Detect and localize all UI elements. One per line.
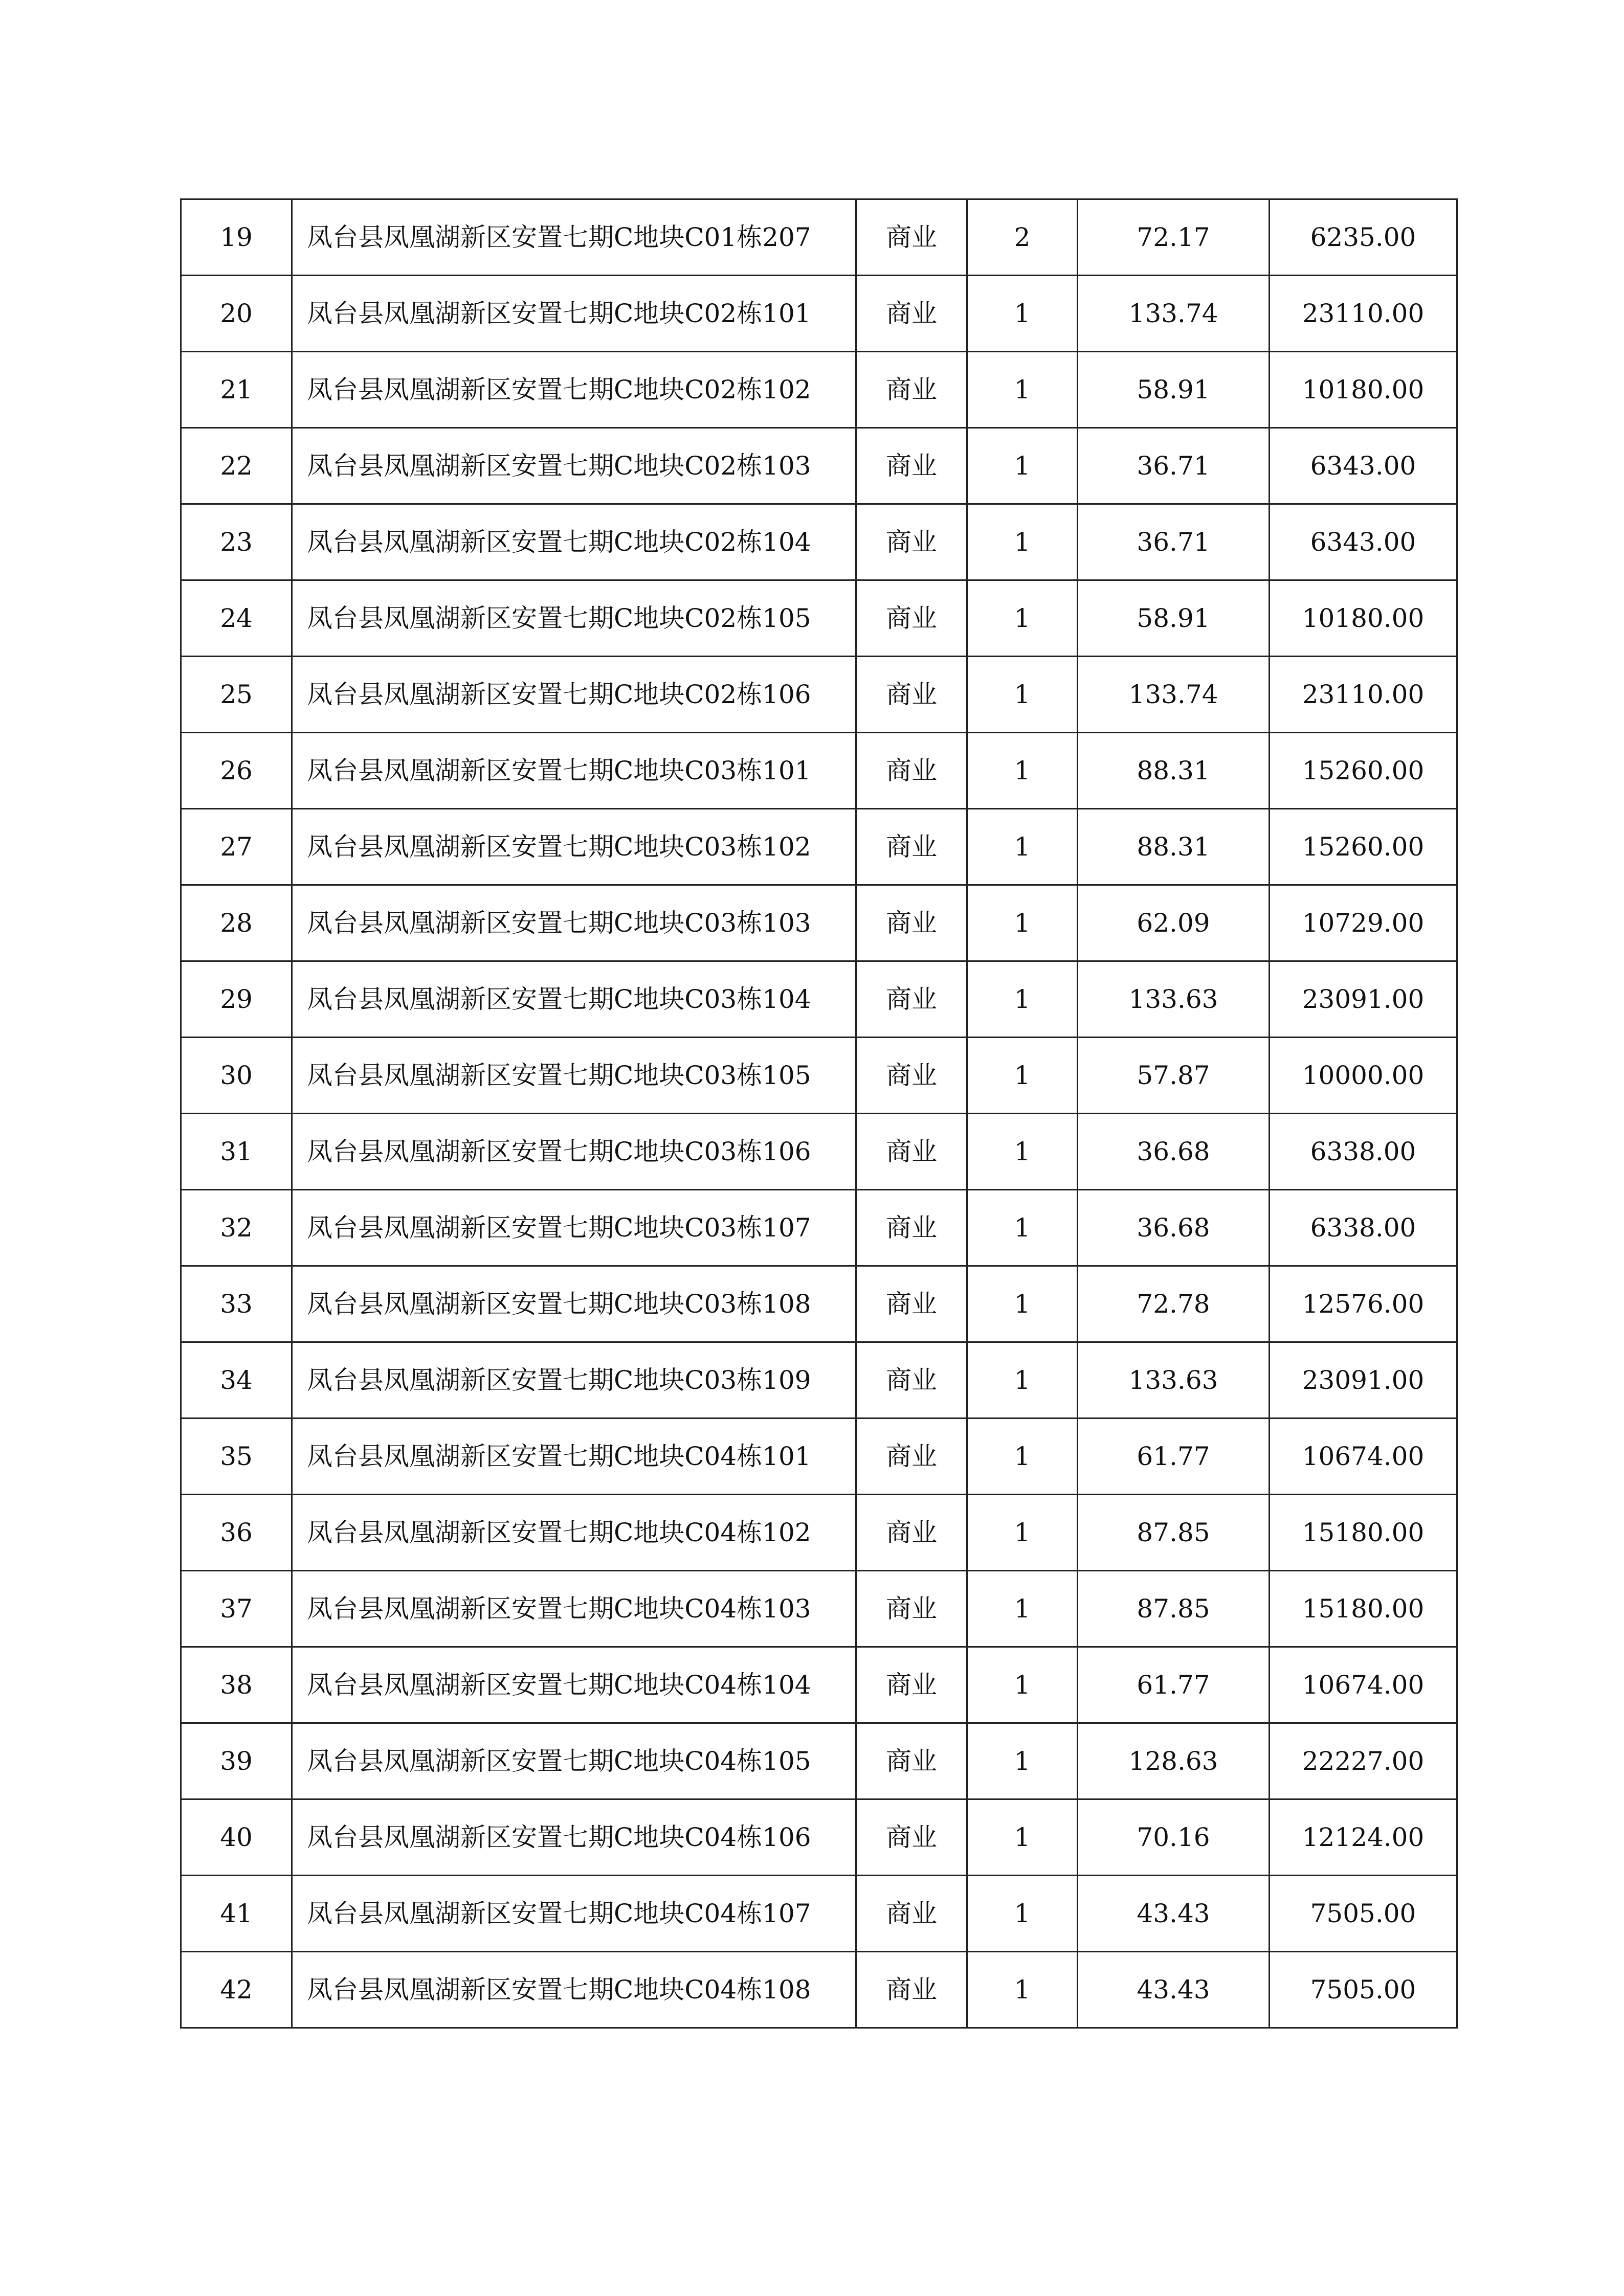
table-row — [181, 352, 1457, 428]
cell-floor: 1 — [967, 1647, 1078, 1723]
table-row — [181, 580, 1457, 657]
table-row — [181, 199, 1457, 276]
cell-seq: 34 — [181, 1342, 292, 1419]
cell-area: 133.74 — [1078, 276, 1270, 352]
cell-area: 87.85 — [1078, 1495, 1270, 1571]
cell-use: 商业 — [856, 504, 967, 580]
cell-seq: 31 — [181, 1114, 292, 1190]
cell-price: 15260.00 — [1270, 733, 1457, 809]
cell-use: 商业 — [856, 1419, 967, 1495]
cell-area: 72.17 — [1078, 199, 1270, 276]
cell-location: 凤台县凤凰湖新区安置七期C地块C04栋104 — [292, 1647, 856, 1723]
table-row — [181, 1495, 1457, 1571]
cell-use: 商业 — [856, 1952, 967, 2028]
table-row — [181, 276, 1457, 352]
cell-floor: 1 — [967, 1876, 1078, 1952]
cell-price: 10729.00 — [1270, 885, 1457, 961]
cell-use: 商业 — [856, 276, 967, 352]
table-row — [181, 657, 1457, 733]
cell-seq: 28 — [181, 885, 292, 961]
cell-location: 凤台县凤凰湖新区安置七期C地块C02栋101 — [292, 276, 856, 352]
cell-area: 70.16 — [1078, 1799, 1270, 1876]
cell-seq: 30 — [181, 1038, 292, 1114]
cell-price: 15260.00 — [1270, 809, 1457, 885]
cell-seq: 19 — [181, 199, 292, 276]
table-body — [181, 199, 1457, 2028]
table-row — [181, 885, 1457, 961]
cell-area: 128.63 — [1078, 1723, 1270, 1799]
cell-location: 凤台县凤凰湖新区安置七期C地块C03栋102 — [292, 809, 856, 885]
cell-seq: 32 — [181, 1190, 292, 1266]
cell-area: 72.78 — [1078, 1266, 1270, 1342]
cell-price: 6343.00 — [1270, 504, 1457, 580]
cell-seq: 21 — [181, 352, 292, 428]
cell-location: 凤台县凤凰湖新区安置七期C地块C04栋102 — [292, 1495, 856, 1571]
cell-location: 凤台县凤凰湖新区安置七期C地块C04栋108 — [292, 1952, 856, 2028]
cell-use: 商业 — [856, 199, 967, 276]
cell-area: 43.43 — [1078, 1952, 1270, 2028]
cell-use: 商业 — [856, 961, 967, 1038]
cell-floor: 2 — [967, 199, 1078, 276]
cell-price: 10180.00 — [1270, 352, 1457, 428]
table-row — [181, 504, 1457, 580]
table-row — [181, 1266, 1457, 1342]
table-row — [181, 428, 1457, 504]
property-table — [180, 198, 1458, 2029]
cell-price: 23091.00 — [1270, 961, 1457, 1038]
table-row — [181, 1419, 1457, 1495]
cell-use: 商业 — [856, 1190, 967, 1266]
cell-price: 10674.00 — [1270, 1647, 1457, 1723]
cell-seq: 26 — [181, 733, 292, 809]
cell-use: 商业 — [856, 580, 967, 657]
cell-location: 凤台县凤凰湖新区安置七期C地块C03栋107 — [292, 1190, 856, 1266]
cell-floor: 1 — [967, 276, 1078, 352]
cell-use: 商业 — [856, 1495, 967, 1571]
cell-seq: 40 — [181, 1799, 292, 1876]
cell-use: 商业 — [856, 1647, 967, 1723]
table-row — [181, 1876, 1457, 1952]
cell-price: 6338.00 — [1270, 1114, 1457, 1190]
cell-floor: 1 — [967, 961, 1078, 1038]
table-row — [181, 1571, 1457, 1647]
table-row — [181, 1114, 1457, 1190]
cell-location: 凤台县凤凰湖新区安置七期C地块C03栋108 — [292, 1266, 856, 1342]
cell-floor: 1 — [967, 1952, 1078, 2028]
cell-area: 36.71 — [1078, 428, 1270, 504]
cell-floor: 1 — [967, 428, 1078, 504]
cell-floor: 1 — [967, 1419, 1078, 1495]
cell-seq: 41 — [181, 1876, 292, 1952]
table-row — [181, 1342, 1457, 1419]
cell-floor: 1 — [967, 657, 1078, 733]
cell-seq: 27 — [181, 809, 292, 885]
cell-price: 6343.00 — [1270, 428, 1457, 504]
cell-location: 凤台县凤凰湖新区安置七期C地块C04栋105 — [292, 1723, 856, 1799]
cell-seq: 38 — [181, 1647, 292, 1723]
cell-location: 凤台县凤凰湖新区安置七期C地块C03栋109 — [292, 1342, 856, 1419]
cell-location: 凤台县凤凰湖新区安置七期C地块C03栋103 — [292, 885, 856, 961]
cell-floor: 1 — [967, 809, 1078, 885]
cell-price: 12124.00 — [1270, 1799, 1457, 1876]
cell-floor: 1 — [967, 885, 1078, 961]
table-row — [181, 1038, 1457, 1114]
cell-seq: 25 — [181, 657, 292, 733]
cell-use: 商业 — [856, 657, 967, 733]
cell-location: 凤台县凤凰湖新区安置七期C地块C02栋104 — [292, 504, 856, 580]
cell-price: 12576.00 — [1270, 1266, 1457, 1342]
cell-location: 凤台县凤凰湖新区安置七期C地块C01栋207 — [292, 199, 856, 276]
cell-floor: 1 — [967, 1799, 1078, 1876]
cell-floor: 1 — [967, 504, 1078, 580]
cell-floor: 1 — [967, 1723, 1078, 1799]
cell-price: 6338.00 — [1270, 1190, 1457, 1266]
cell-seq: 37 — [181, 1571, 292, 1647]
cell-use: 商业 — [856, 885, 967, 961]
cell-price: 23110.00 — [1270, 657, 1457, 733]
cell-floor: 1 — [967, 1342, 1078, 1419]
cell-price: 15180.00 — [1270, 1495, 1457, 1571]
cell-area: 36.68 — [1078, 1114, 1270, 1190]
table-row — [181, 961, 1457, 1038]
cell-area: 61.77 — [1078, 1647, 1270, 1723]
cell-seq: 29 — [181, 961, 292, 1038]
cell-floor: 1 — [967, 352, 1078, 428]
cell-location: 凤台县凤凰湖新区安置七期C地块C04栋101 — [292, 1419, 856, 1495]
cell-use: 商业 — [856, 809, 967, 885]
cell-use: 商业 — [856, 1342, 967, 1419]
cell-area: 43.43 — [1078, 1876, 1270, 1952]
cell-use: 商业 — [856, 428, 967, 504]
cell-use: 商业 — [856, 1266, 967, 1342]
table-row — [181, 1723, 1457, 1799]
cell-location: 凤台县凤凰湖新区安置七期C地块C02栋103 — [292, 428, 856, 504]
cell-area: 58.91 — [1078, 580, 1270, 657]
cell-use: 商业 — [856, 1723, 967, 1799]
cell-area: 87.85 — [1078, 1571, 1270, 1647]
cell-price: 23110.00 — [1270, 276, 1457, 352]
cell-location: 凤台县凤凰湖新区安置七期C地块C03栋101 — [292, 733, 856, 809]
cell-location: 凤台县凤凰湖新区安置七期C地块C03栋104 — [292, 961, 856, 1038]
table-row — [181, 1647, 1457, 1723]
cell-seq: 35 — [181, 1419, 292, 1495]
cell-floor: 1 — [967, 733, 1078, 809]
cell-seq: 24 — [181, 580, 292, 657]
cell-price: 10000.00 — [1270, 1038, 1457, 1114]
table-row — [181, 1190, 1457, 1266]
cell-seq: 33 — [181, 1266, 292, 1342]
cell-price: 15180.00 — [1270, 1571, 1457, 1647]
cell-area: 133.74 — [1078, 657, 1270, 733]
cell-location: 凤台县凤凰湖新区安置七期C地块C02栋105 — [292, 580, 856, 657]
cell-floor: 1 — [967, 1190, 1078, 1266]
cell-use: 商业 — [856, 1038, 967, 1114]
cell-use: 商业 — [856, 1114, 967, 1190]
cell-price: 10180.00 — [1270, 580, 1457, 657]
cell-area: 88.31 — [1078, 809, 1270, 885]
cell-use: 商业 — [856, 352, 967, 428]
cell-floor: 1 — [967, 1571, 1078, 1647]
table-row — [181, 733, 1457, 809]
cell-location: 凤台县凤凰湖新区安置七期C地块C02栋106 — [292, 657, 856, 733]
cell-area: 133.63 — [1078, 961, 1270, 1038]
cell-use: 商业 — [856, 1799, 967, 1876]
cell-price: 22227.00 — [1270, 1723, 1457, 1799]
cell-floor: 1 — [967, 1266, 1078, 1342]
cell-seq: 20 — [181, 276, 292, 352]
cell-use: 商业 — [856, 733, 967, 809]
cell-area: 36.68 — [1078, 1190, 1270, 1266]
cell-area: 36.71 — [1078, 504, 1270, 580]
cell-price: 23091.00 — [1270, 1342, 1457, 1419]
cell-area: 61.77 — [1078, 1419, 1270, 1495]
cell-location: 凤台县凤凰湖新区安置七期C地块C03栋105 — [292, 1038, 856, 1114]
cell-price: 7505.00 — [1270, 1952, 1457, 2028]
cell-floor: 1 — [967, 580, 1078, 657]
cell-floor: 1 — [967, 1038, 1078, 1114]
cell-location: 凤台县凤凰湖新区安置七期C地块C02栋102 — [292, 352, 856, 428]
cell-location: 凤台县凤凰湖新区安置七期C地块C04栋103 — [292, 1571, 856, 1647]
cell-seq: 22 — [181, 428, 292, 504]
cell-seq: 23 — [181, 504, 292, 580]
cell-location: 凤台县凤凰湖新区安置七期C地块C04栋106 — [292, 1799, 856, 1876]
cell-use: 商业 — [856, 1876, 967, 1952]
table-row — [181, 1799, 1457, 1876]
cell-floor: 1 — [967, 1495, 1078, 1571]
cell-location: 凤台县凤凰湖新区安置七期C地块C04栋107 — [292, 1876, 856, 1952]
cell-area: 133.63 — [1078, 1342, 1270, 1419]
cell-price: 7505.00 — [1270, 1876, 1457, 1952]
cell-area: 62.09 — [1078, 885, 1270, 961]
cell-floor: 1 — [967, 1114, 1078, 1190]
cell-use: 商业 — [856, 1571, 967, 1647]
cell-price: 6235.00 — [1270, 199, 1457, 276]
table-row — [181, 1952, 1457, 2028]
cell-seq: 36 — [181, 1495, 292, 1571]
cell-area: 57.87 — [1078, 1038, 1270, 1114]
table-row — [181, 809, 1457, 885]
cell-area: 88.31 — [1078, 733, 1270, 809]
cell-location: 凤台县凤凰湖新区安置七期C地块C03栋106 — [292, 1114, 856, 1190]
cell-area: 58.91 — [1078, 352, 1270, 428]
cell-seq: 42 — [181, 1952, 292, 2028]
cell-price: 10674.00 — [1270, 1419, 1457, 1495]
cell-seq: 39 — [181, 1723, 292, 1799]
